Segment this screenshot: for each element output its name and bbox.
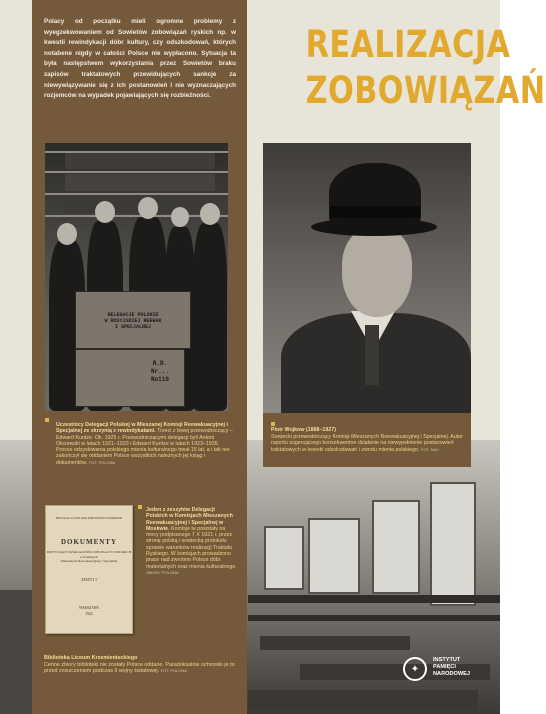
logo-line1: INSTYTUT <box>433 657 461 663</box>
book-cover-title: DOKUMENTY <box>60 538 118 546</box>
crate-top-label: DELEGACJE POLSKIE W ROSYJSKIEJ REEWAK I SPECJALNEJ <box>104 312 162 330</box>
caption-bullet <box>271 422 275 426</box>
intro-paragraph: Polacy od początku mieli ogromne problemy z wyegzekwowaniem od Sowietów zobowiązań ryskich np. w kwestii rewindykacji dóbr kultury, czy odszkodowań, których notabene nigdy w całości Polsce nie wypłacono. Sytuacja ta była następstwem wykorzystania przez Sowietów braku zapisów traktatowych przewidujących sankcje za niewywiązywanie się z ich postanowień i nie wyznaczających rozjemców na wypadek pojawiających się rozbieżności. <box>44 18 236 100</box>
group-photo-caption-source: FOT. POLONA <box>88 459 116 465</box>
ipn-logo <box>403 655 493 685</box>
library-caption-title: Biblioteka Liceum Krzemienieckiego <box>44 655 138 661</box>
portrait-caption <box>271 427 467 453</box>
page-title-line1: REALIZACJA <box>305 23 511 66</box>
delegation-group-photo <box>45 143 228 411</box>
wojkow-portrait-photo <box>263 143 471 413</box>
caption-bullet <box>138 505 142 509</box>
portrait-caption-title: Piotr Wojkow (1888–1927) <box>271 427 336 433</box>
book-cover-year: 1922 <box>85 612 93 616</box>
logo-line3: NARODOWEJ <box>433 671 470 677</box>
logo-line2: PAMIĘCI <box>433 664 456 670</box>
library-caption-body: Cenne zbiory biblioteki nie zostały Polsce oddane. Paradoksalnie ochroniło je to przed zniszczeniem podczas II wojny światowej. <box>44 661 235 674</box>
portrait-caption-box <box>263 413 471 467</box>
group-photo-caption-body: Trzeci z lewej przewodniczący – Edward Kuntze. Ok. 1925 r. Przewodniczącymi delegacji byli Antoni Olszewski w latach 1921–1923 i Edward Kuntze w latach 1923–1935. Proces odzyskiwania polskiego mienia kulturalnego trwał 15 lat, a i tak nie zakończył się oddaniem Polsce wszystkich należnych jej ksiąg i dokumentów. <box>56 428 233 466</box>
book-caption-source: ZBIORY POLONA <box>146 569 179 575</box>
book-caption <box>146 507 238 576</box>
crate-top <box>75 291 191 349</box>
group-photo-caption <box>56 422 234 466</box>
portrait-caption-body: Sowiecki przewodniczący Komisji Mieszanych Reewakuacyjnej i Specjalnej. Autor raportu sugerującego konsekwentne działanie na niewypełnienie postanowień traktatowych w kwestii odszkodowań i zwrotu mienia polskiego. <box>271 433 463 453</box>
logo-text <box>433 657 470 678</box>
group-photo-caption-title: Uczestnicy Delegacji Polskiej w Mieszanej Komisji Reewakuacyjnej i Specjalnej ze skrzynią z rewindykatami. <box>56 422 228 435</box>
book-caption-title: Jeden z zeszytów Delegacji Polskich w Komisjach Mieszanych Reewakuacyjnej i Specjalnej w Moskwie. <box>146 507 233 532</box>
crate-bottom-label: R.D. Nr... No118 <box>150 360 169 383</box>
page-title-line2: ZOBOWIĄZAŃ <box>305 69 546 112</box>
library-caption <box>44 655 244 675</box>
book-cover-city: WARSZAWA <box>78 606 100 610</box>
portrait-caption-source: FOT. NAC <box>420 446 440 452</box>
caption-bullet <box>45 418 49 422</box>
eagle-seal-icon: ✦ <box>403 657 427 681</box>
crate-bottom <box>75 349 185 407</box>
book-cover-lines: DOTYCZĄCE DZIAŁALNOŚCI DELEGACYJ POLSKICH w Komisjach Mieszanych Reewakuacyjnej i Specjalnej <box>46 550 132 564</box>
book-cover-top: DELEGACJA POLSKA MIESZANYCH KOMISJI <box>55 516 123 520</box>
book-caption-body: Komisje te powstały na mocy podpisanego 7 X 1921 r. przez stronę polską i sowiecką protokołu sprawie warunków realizacji Traktatu Ryskiego. W komisjach prowadzono prace nad zwrotem Polsce dóbr materialnych oraz mienia kulturalnego. <box>146 525 237 570</box>
library-caption-source: FOT. POLONA <box>160 668 188 673</box>
page-title <box>305 22 546 114</box>
book-cover-image <box>45 505 133 634</box>
book-cover-part: ZESZYT I <box>81 578 97 582</box>
